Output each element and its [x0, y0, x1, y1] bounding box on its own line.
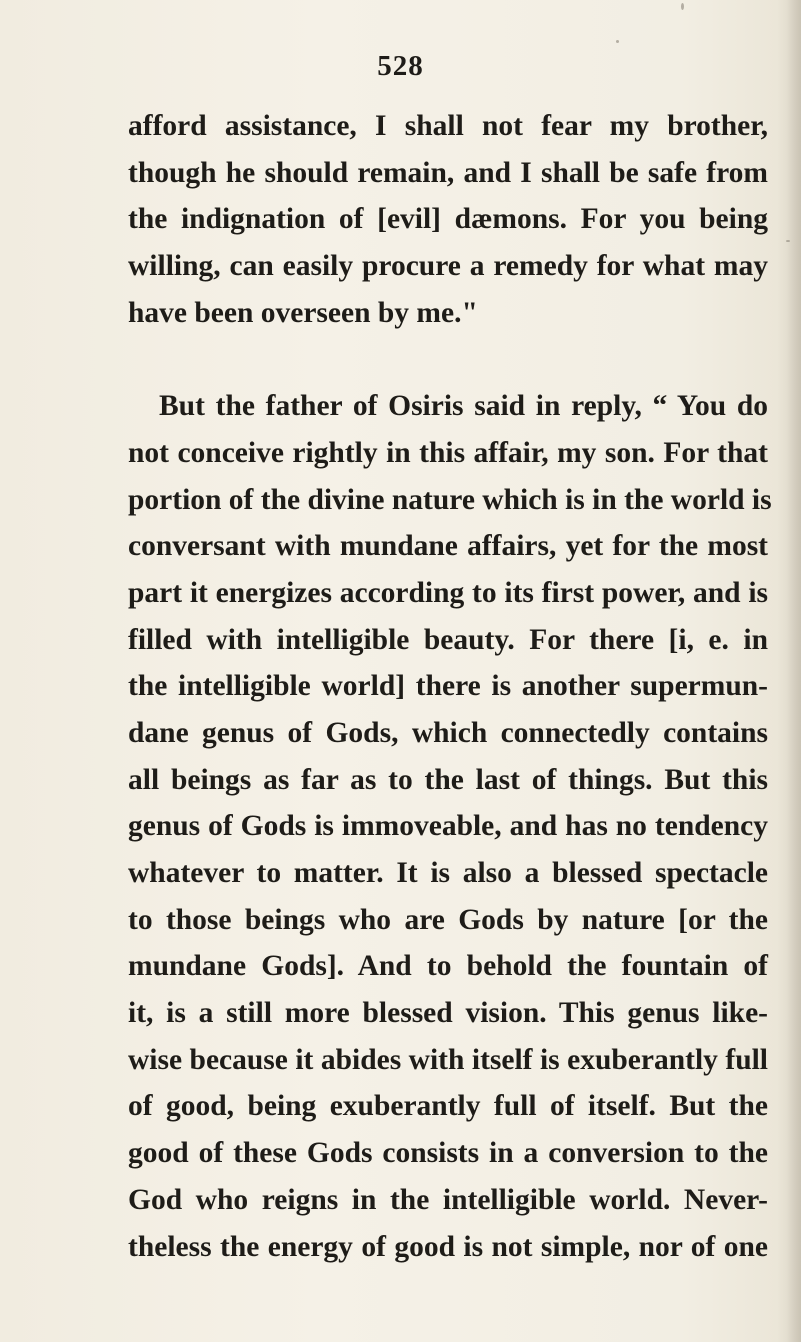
text-line: portion of the divine nature which is in the world is: [128, 483, 772, 516]
text-line: have been overseen by me.": [128, 296, 478, 329]
text-line: good of these Gods consists in a conversion to the: [128, 1137, 768, 1170]
body-text: [128, 103, 772, 1270]
text-line: wise because it abides with itself is exuberantly full: [128, 1043, 768, 1076]
text-line: conversant with mundane affairs, yet for the most: [128, 530, 768, 563]
text-line: not conceive rightly in this affair, my son. For that: [128, 436, 768, 469]
paragraph: [128, 103, 768, 336]
text-line: willing, can easily procure a remedy for what may: [128, 250, 768, 283]
text-line: it, is a still more blessed vision. This genus like-: [128, 997, 768, 1030]
text-line: But the father of Osiris said in reply, “ You do: [159, 390, 768, 423]
text-line: whatever to matter. It is also a blessed spectacle: [128, 857, 768, 889]
text-line: of good, being exuberantly full of itself. But the: [128, 1090, 768, 1123]
text-line: filled with intelligible beauty. For there [i, e. in: [128, 623, 768, 656]
text-line: all beings as far as to the last of things. But this: [128, 763, 768, 796]
text-line: though he should remain, and I shall be safe from: [128, 156, 768, 189]
paper-speck: [681, 3, 684, 10]
text-line: the indignation of [evil] dæmons. For you being: [128, 203, 768, 236]
text-line: God who reigns in the intelligible world. Never-: [128, 1183, 768, 1216]
page-number: 528: [377, 50, 424, 82]
paragraph: [128, 383, 772, 1270]
text-line: afford assistance, I shall not fear my brother,: [128, 110, 768, 142]
paper-speck: [786, 240, 790, 242]
paragraph-gap: [128, 336, 768, 383]
paper-speck: [616, 40, 619, 43]
text-line: the intelligible world] there is another supermun-: [128, 670, 768, 703]
text-line: mundane Gods]. And to behold the fountain of: [128, 950, 768, 983]
page-edge-shadow: [787, 0, 801, 1342]
text-line: part it energizes according to its first power, and is: [128, 576, 768, 609]
text-line: theless the energy of good is not simple, nor of one: [128, 1230, 768, 1263]
text-line: to those beings who are Gods by nature [or the: [128, 903, 768, 936]
text-line: genus of Gods is immoveable, and has no tendency: [128, 810, 768, 843]
text-line: dane genus of Gods, which connectedly contains: [128, 716, 768, 749]
